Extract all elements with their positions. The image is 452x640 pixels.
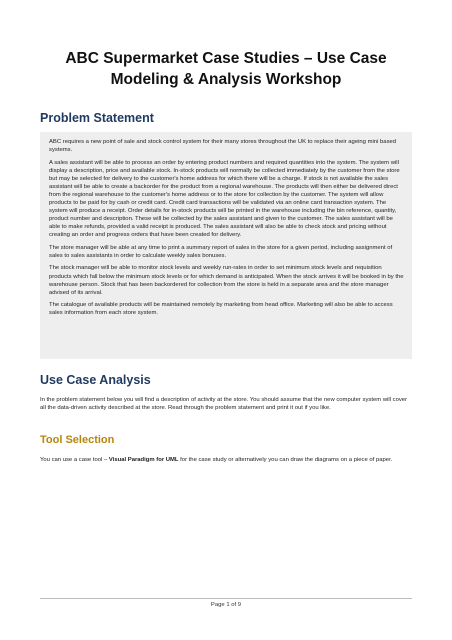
tool-selection-text bbox=[40, 456, 412, 464]
footer-divider bbox=[40, 598, 412, 599]
use-case-analysis-heading: Use Case Analysis bbox=[40, 373, 151, 387]
tool-name: Visual Paradigm for UML bbox=[108, 457, 179, 463]
problem-paragraph-1: ABC requires a new point of sale and stock control system for their many stores throughout the UK to replace their ageing mini based systems. bbox=[49, 139, 397, 154]
tool-selection-text-after: for the case study or alternatively you can draw the diagrams on a piece of paper. bbox=[178, 457, 393, 463]
use-case-analysis-text: In the problem statement below you will find a description of activity at the store. You should assume that the new computer system will cover all the data-driven activity described at the store. Read through the problem statement and print it out if you like. bbox=[40, 397, 408, 412]
document-title-line-1: ABC Supermarket Case Studies – Use Case bbox=[65, 50, 387, 67]
tool-selection-heading: Tool Selection bbox=[40, 434, 115, 446]
document-title-line-2: Modeling & Analysis Workshop bbox=[110, 71, 342, 88]
tool-selection-text-before: You can use a case tool – bbox=[40, 457, 109, 463]
problem-paragraph-2: A sales assistant will be able to process an order by entering product numbers and required quantities into the system. The system will display a description, price and available stock. In-stock products will normally be collected immediately by the customer from the store but may be selected for delivery to the customer's home address for which there will be a charge. If stock is not available the sales assistant will be able to create a backorder for the product from a regional warehouse. The products will then either be delivered direct from the regional warehouse to the customer's home address or to the store for collection by the customer. The system will allow products to be paid for by cash or credit card. Credit card transactions will be validated via an online card transaction system. The system will produce a receipt. Order details for in-stock products will be printed in the warehouse including the bin reference, quantity, product number and description. These will be collected by the sales assistant and given to the customer. The sales assistant will be able to make refunds, provided a valid receipt is produced. The sales assistant will also be able to check stock and pricing without creating an order and progress orders that have been created for delivery. bbox=[49, 159, 400, 239]
problem-statement-heading: Problem Statement bbox=[40, 111, 154, 125]
problem-paragraph-5: The catalogue of available products will be maintained remotely by marketing from head office. Marketing will also be able to access sales information from each store system. bbox=[49, 302, 393, 317]
problem-paragraph-3: The store manager will be able at any time to print a summary report of sales in the store for a given period, including assignment of sales to sales assistants in order to calculate weekly sales bonuses. bbox=[49, 244, 393, 259]
page-number: Page 1 of 9 bbox=[210, 602, 242, 608]
problem-statement-box bbox=[40, 132, 412, 359]
document-title bbox=[30, 48, 422, 90]
problem-paragraph-4: The stock manager will be able to monitor stock levels and weekly run-rates in order to set minimum stock levels and requisition products which fall below the minimum stock levels or for which demand is anticipated. When the stock arrives it will be booked in by the warehouse person. Stock that has been backordered for collection from the store is held in a separate area and the store manager advised of its arrival. bbox=[49, 265, 404, 296]
